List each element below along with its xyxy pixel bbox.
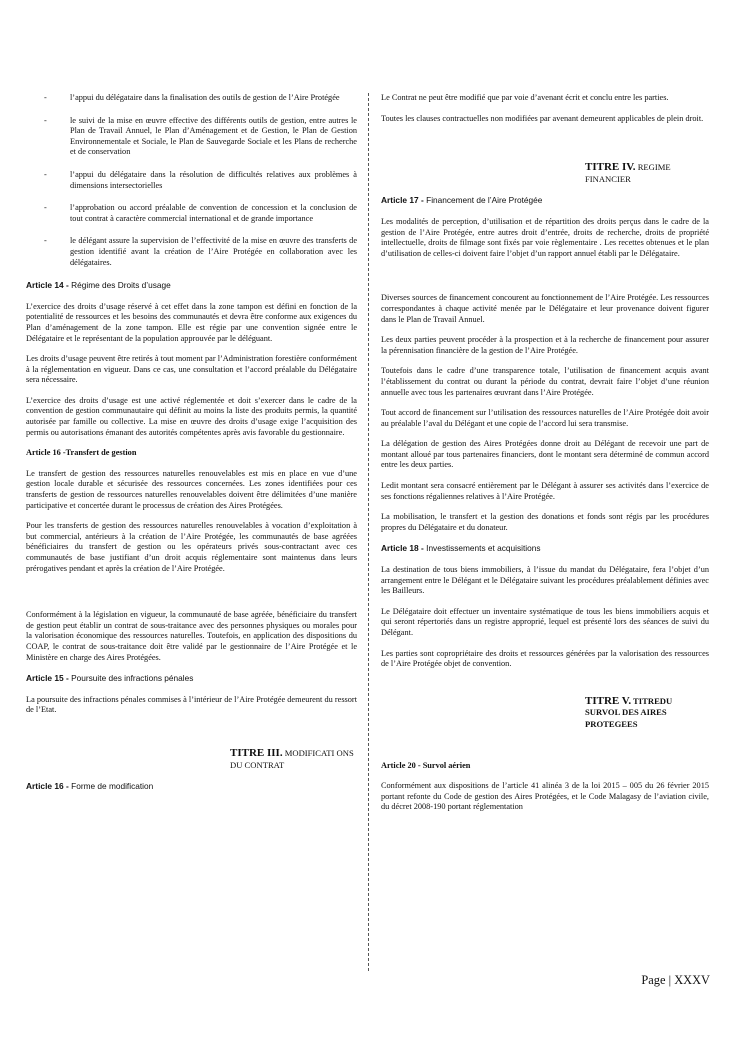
paragraph: L’exercice des droits d’usage est une activé réglementée et doit s’exercer dans le cadre de la convention de gestion communautaire qui définit au moins la liste des produits permis, la quantité autorisée par famille ou collective. La mise en œuvre des droits d’usage exige l’acquisition des permis ou autorisations émanant des autorités compétentes après avis favorable du gestionnaire. bbox=[26, 395, 357, 437]
titre-subtitle: REGIME FINANCIER bbox=[585, 162, 671, 184]
article-number: Article 16 - bbox=[26, 781, 69, 792]
paragraph: Ledit montant sera consacré entièrement par le Délégant à assurer ses activités dans l’exercice de ses fonctions régaliennes relatives à l’Aire Protégée. bbox=[381, 481, 709, 501]
paragraph: Conformément aux dispositions de l’article 41 alinéa 3 de la loi 2015 – 005 du 26 février 2015 portant refonte du Code de gestion des Aires Protégées, et le Code Malagasy de l’aviation civile, du décret 2008-190 portant réglementation bbox=[381, 781, 709, 812]
bullet-text: l’appui du délégataire dans la finalisation des outils de gestion de l’Aire Protégée bbox=[70, 93, 340, 102]
titre-number: TITRE V. bbox=[585, 694, 632, 707]
paragraph: Pour les transferts de gestion des ressources naturelles renouvelables à vocation d’exploitation à but commercial, antérieurs à la création de l’Aire Protégée, les communautés de base agréées bénéficiaires du transfert de gestion ou les opérateurs privés sous-contractant avec ces communautés de base justifiant d’un droit acquis réglementaire sont maintenus dans leurs prérogatives pendant et après la création de l’Aire Protégée. bbox=[26, 521, 357, 573]
bullet-item bbox=[26, 116, 357, 158]
paragraph: Les deux parties peuvent procéder à la prospection et à la recherche de financement pour assurer la pérennisation financière de la gestion de l’Aire Protégée. bbox=[381, 335, 709, 355]
bullet-item bbox=[26, 93, 357, 104]
paragraph: La mobilisation, le transfert et la gestion des donations et fonds sont régis par les procédures propres du Délégataire et du donateur. bbox=[381, 512, 709, 532]
article-20-heading: Article 20 - Survol aérien bbox=[381, 760, 471, 770]
right-column bbox=[381, 93, 709, 823]
article-17-heading bbox=[381, 195, 709, 207]
article-14-heading bbox=[26, 280, 357, 292]
paragraph: Le Contrat ne peut être modifié que par voie d’avenant écrit et conclu entre les parties. bbox=[381, 93, 669, 102]
paragraph: Conformément à la législation en vigueur, la communauté de base agréée, bénéficiaire du transfert de gestion peut établir un contrat de sous-traitance avec des personnes physiques ou morales pour la valorisation économique des ressources naturelles. Toutefois, en application des dispositions du COAP, le contrat de sous-traitance doit être validé par le gestionnaire de l’Aire Protégée et le Ministère en charge des Aires Protégées. bbox=[26, 610, 357, 662]
article-number: Article 14 - bbox=[26, 280, 69, 291]
article-18-heading bbox=[381, 543, 709, 555]
article-16-modification-heading bbox=[26, 781, 357, 793]
paragraph: La poursuite des infractions pénales commises à l’intérieur de l’Aire Protégée demeurent du ressort de l’Etat. bbox=[26, 694, 357, 715]
paragraph: Toutefois dans le cadre d’une transparence totale, l’utilisation de financement acquis avant l’établissement du contrat ou durant la période du contrat, devrait faire l’objet d’une réunion annuelle avec tous les partenaires œuvrant dans l’Aire Protégée. bbox=[381, 366, 709, 397]
titre-4-heading bbox=[585, 162, 709, 185]
paragraph: Le transfert de gestion des ressources naturelles renouvelables est mis en place en vue d’une gestion locale durable et sécurisée des ressources concernées. Les zones identifiées pour ces transferts de gestion de ressources naturelles renouvelables doivent être délimitées d’une manière participative et concertée durant le processus de création des Aires Protégées. bbox=[26, 468, 357, 510]
paragraph: L’exercice des droits d’usage réservé à cet effet dans la zone tampon est défini en fonction de la potentialité de ressources et les besoins des communautés et devra être conforme aux exigences du Plan d’aménagement de la zone tampon. Elle est régie par une convention signée entre le Délégataire et le représentant de la population approuvée par le déléguant. bbox=[26, 301, 357, 343]
bullet-text: le délégant assure la supervision de l’effectivité de la mise en œuvre des transferts de gestion identifié avant la création de l’Aire Protégée en collaboration avec les délégataires. bbox=[70, 236, 357, 267]
paragraph: La destination de tous biens immobiliers, à l’issue du mandat du Délégataire, fera l’objet d’un arrangement entre le Délégant et le Délégataire suivant les procédures préalablement définies avec les Bailleurs. bbox=[381, 565, 709, 596]
paragraph: Les droits d’usage peuvent être retirés à tout moment par l’Administration forestière conformément à la réglementation en vigueur. Dans ce cas, une consultation et l’accord préalable du Délégataire sera nécessaire. bbox=[26, 354, 357, 385]
titre-number: TITRE IV. bbox=[585, 161, 636, 174]
titre-number: TITRE III. bbox=[230, 746, 283, 759]
bullet-item bbox=[26, 203, 357, 224]
bullet-text: l’approbation ou accord préalable de convention de concession et la conclusion de tout contrat à caractère commercial international et de grande importance bbox=[70, 203, 357, 223]
bullet-dash: - bbox=[44, 115, 47, 125]
bullet-text: l’appui du délégataire dans la résolution de difficultés relatives aux problèmes à dimensions intersectorielles bbox=[70, 169, 357, 190]
paragraph: Diverses sources de financement concourent au fonctionnement de l’Aire Protégée. Les ressources correspondantes à chaque activité menée par le Délégataire et leur provenance doivent figurer dans le Plan de Travail Annuel. bbox=[381, 293, 709, 324]
article-title: Forme de modification bbox=[68, 781, 154, 792]
paragraph: Le Délégataire doit effectuer un inventaire systématique de tous les biens immobiliers acquis et qui seront répertoriés dans un registre approprié, lequel est présenté lors des séances de suivi du Délégant. bbox=[381, 606, 709, 637]
paragraph: La délégation de gestion des Aires Protégées donne droit au Délégant de recevoir une part de montant alloué par tous partenaires financiers, dont le montant sera déterminé de commun accord entre les deux parties. bbox=[381, 439, 709, 470]
article-number: Article 18 - bbox=[381, 543, 424, 554]
paragraph: Tout accord de financement sur l’utilisation des ressources naturelles de l’Aire Protégée doit avoir au préalable l’aval du Délégant et une copie de l’accord lui sera transmise. bbox=[381, 408, 709, 428]
titre-subtitle: MODIFICATI ONS DU CONTRAT bbox=[230, 747, 354, 770]
page-number-footer bbox=[641, 973, 710, 988]
titre-subtitle: TITREDU SURVOL DES AIRES PROTEGEES bbox=[585, 695, 673, 729]
left-column bbox=[26, 93, 357, 803]
column-divider bbox=[368, 93, 369, 971]
page-label: Page bbox=[641, 973, 666, 987]
bullet-dash: - bbox=[44, 236, 47, 246]
article-15-heading bbox=[26, 673, 357, 685]
paragraph: Les parties sont copropriétaire des droits et ressources générées par la valorisation des ressources de l’Aire Protégée objet de convention. bbox=[381, 648, 709, 669]
titre-5-heading bbox=[585, 696, 709, 731]
bullet-text: le suivi de la mise en œuvre effective des différents outils de gestion, entre autres le Plan de Travail Annuel, le Plan d’Aménagement et de Gestion, le Plan de Gestion Environnementale et Sociale, le Plan de Sauvegarde Sociale et les Plans de recherche et de conservation bbox=[70, 115, 357, 157]
paragraph: Toutes les clauses contractuelles non modifiées par avenant demeurent applicables de plein droit. bbox=[381, 113, 704, 123]
article-number: Article 17 - bbox=[381, 195, 424, 206]
page-separator: | bbox=[668, 973, 672, 987]
bullet-dash: - bbox=[44, 93, 47, 102]
article-title: Régime des Droits d’usage bbox=[68, 280, 171, 291]
article-title: Financement de l’Aire Protégée bbox=[423, 195, 543, 206]
page-number: XXXV bbox=[674, 973, 710, 987]
paragraph: Les modalités de perception, d’utilisation et de répartition des droits perçus dans le cadre de la gestion de l’Aire Protégée, entre autres droit d’entrée, droits de recherche, droits de propriété intellectuelle, droits de filmage sont fixés par voie règlementaire . Les recettes obtenues et le plan d’utilisation de celles-ci doivent faire l’objet d’un rapport annuel établi par le Délégataire. bbox=[381, 216, 709, 258]
article-number: Article 15 - bbox=[26, 673, 69, 684]
bullet-item bbox=[26, 170, 357, 191]
bullet-item bbox=[26, 236, 357, 268]
article-16-transfer-heading: Article 16 -Transfert de gestion bbox=[26, 448, 137, 458]
article-title: Investissements et acquisitions bbox=[423, 543, 541, 554]
bullet-dash: - bbox=[44, 169, 47, 179]
article-title: Poursuite des infractions pénales bbox=[68, 673, 194, 684]
bullet-dash: - bbox=[44, 203, 47, 213]
bullet-list bbox=[26, 93, 357, 268]
titre-3-heading bbox=[230, 748, 357, 771]
